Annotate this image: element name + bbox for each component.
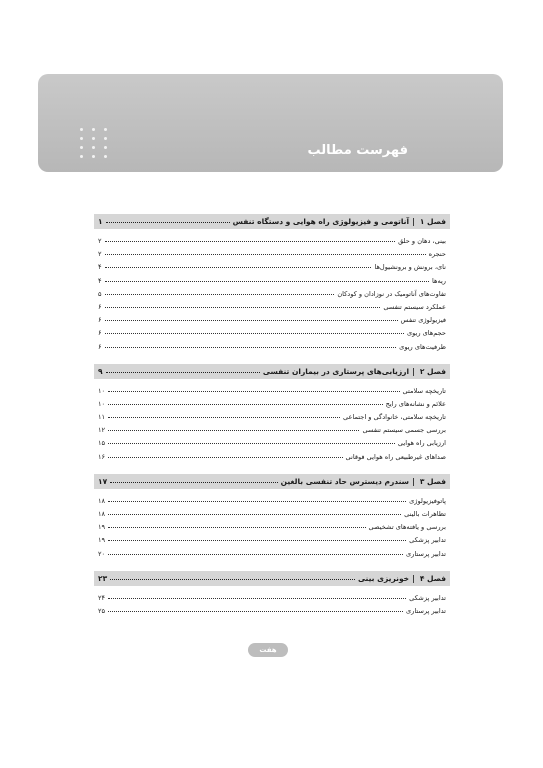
toc-entry[interactable] xyxy=(94,263,450,276)
dot-leader xyxy=(105,307,381,308)
chapter-title: آناتومی و فیزیولوژی راه هوایی و دستگاه تنفس xyxy=(232,217,410,226)
chapter-section xyxy=(94,571,450,620)
entry-page-number: ۱۵ xyxy=(98,439,106,448)
entry-page-number: ۱۱ xyxy=(98,413,106,422)
entry-page-number: ۶ xyxy=(98,302,102,311)
chapter-separator: | xyxy=(412,573,415,583)
entry-title: تاریخچه سلامتی xyxy=(402,386,446,395)
toc-entry[interactable] xyxy=(94,237,450,250)
toc-entry[interactable] xyxy=(94,387,450,400)
toc-entry[interactable] xyxy=(94,497,450,510)
toc-entry[interactable] xyxy=(94,316,450,329)
entry-page-number: ۵ xyxy=(98,289,102,298)
chapter-page-number: ۱۷ xyxy=(98,476,108,486)
chapter-separator: | xyxy=(412,476,415,486)
entry-page-number: ۱۹ xyxy=(98,536,106,545)
entry-title: تاریخچه سلامتی، خانوادگی و اجتماعی xyxy=(343,413,446,422)
toc-entry[interactable] xyxy=(94,550,450,563)
dot-leader xyxy=(108,514,401,515)
entry-list xyxy=(94,497,450,563)
page-number-badge: هفت xyxy=(248,643,288,657)
entry-page-number: ۱۸ xyxy=(98,496,106,505)
toc-entry[interactable] xyxy=(94,536,450,549)
entry-title: عملکرد سیستم تنفسی xyxy=(383,302,446,311)
entry-title: نای، برونش و برونشیول‌ها xyxy=(374,263,446,272)
entry-title: پاتوفیزیولوژی xyxy=(409,496,446,505)
entry-title: ریه‌ها xyxy=(431,276,446,285)
entry-title: بینی، دهان و حلق xyxy=(398,237,446,245)
dot-leader xyxy=(108,391,399,392)
entry-title: فیزیولوژی تنفس xyxy=(400,316,446,325)
entry-title: بررسی و یافته‌های تشخیصی xyxy=(368,523,446,532)
entry-title: ظرفیت‌های ریوی xyxy=(399,342,446,351)
chapter-section xyxy=(94,474,450,563)
dot-leader xyxy=(108,417,340,418)
chapter-heading[interactable] xyxy=(94,474,450,489)
dot-leader xyxy=(108,430,359,431)
entry-title: حنجره xyxy=(428,250,446,259)
dot-leader xyxy=(108,404,382,405)
entry-title: بررسی جسمی سیستم تنفسی xyxy=(362,426,446,435)
dot-leader xyxy=(108,611,403,612)
entry-page-number: ۱۲ xyxy=(98,426,106,435)
toc-entry[interactable] xyxy=(94,343,450,356)
chapter-page-number: ۲۳ xyxy=(98,573,108,583)
dot-leader xyxy=(108,457,342,458)
chapter-number: فصل ۳ xyxy=(419,476,446,486)
toc-entry[interactable] xyxy=(94,290,450,303)
chapter-title: ارزیابی‌های پرستاری در بیماران تنفسی xyxy=(262,366,410,376)
entry-title: تظاهرات بالینی xyxy=(404,510,446,518)
entry-page-number: ۱۶ xyxy=(98,452,106,461)
entry-page-number: ۶ xyxy=(98,342,102,351)
entry-page-number: ۲ xyxy=(98,250,102,259)
entry-title: تدابیر پزشکی xyxy=(409,536,446,545)
dot-leader xyxy=(108,554,403,555)
dot-leader xyxy=(108,501,406,502)
chapter-title: سندرم دیسترس حاد تنفسی بالغین xyxy=(280,476,410,486)
toc-entry[interactable] xyxy=(94,594,450,607)
entry-page-number: ۱۰ xyxy=(98,386,106,395)
entry-list xyxy=(94,387,450,466)
entry-title: علائم و نشانه‌های رایج xyxy=(385,399,446,408)
entry-page-number: ۶ xyxy=(98,316,102,325)
toc-entry[interactable] xyxy=(94,439,450,452)
entry-title: تفاوت‌های آناتومیک در نوزادان و کودکان xyxy=(337,289,446,298)
entry-list xyxy=(94,237,450,356)
chapter-heading[interactable] xyxy=(94,214,450,229)
dot-leader xyxy=(105,267,372,268)
chapter-number: فصل ۴ xyxy=(419,573,446,583)
dot-leader xyxy=(110,474,277,483)
entry-list xyxy=(94,594,450,620)
entry-page-number: ۱۹ xyxy=(98,523,106,532)
entry-page-number: ۲۰ xyxy=(98,549,106,558)
dot-leader xyxy=(105,281,429,282)
chapter-section xyxy=(94,214,450,356)
dot-grid-decoration xyxy=(80,128,108,158)
toc-entry[interactable] xyxy=(94,413,450,426)
dot-leader xyxy=(105,320,398,321)
toc-entry[interactable] xyxy=(94,426,450,439)
page-title: فهرست مطالب xyxy=(307,143,408,158)
toc-entry[interactable] xyxy=(94,453,450,466)
toc-entry[interactable] xyxy=(94,277,450,290)
entry-page-number: ۲۴ xyxy=(98,593,106,602)
chapter-number: فصل ۱ xyxy=(419,217,446,226)
toc-entry[interactable] xyxy=(94,250,450,263)
chapter-page-number: ۱ xyxy=(98,217,103,226)
dot-leader xyxy=(110,571,355,580)
dot-leader xyxy=(105,294,335,295)
entry-title: تدابیر پزشکی xyxy=(409,593,446,602)
chapter-separator: | xyxy=(412,366,415,376)
toc-entry[interactable] xyxy=(94,607,450,620)
entry-page-number: ۱۰ xyxy=(98,399,106,408)
entry-title: ارزیابی راه هوایی xyxy=(397,439,446,448)
chapter-heading[interactable] xyxy=(94,571,450,586)
dot-leader xyxy=(108,443,395,444)
dot-leader xyxy=(108,527,365,528)
dot-leader xyxy=(105,254,426,255)
chapter-heading[interactable] xyxy=(94,364,450,379)
chapter-number: فصل ۲ xyxy=(419,366,446,376)
dot-leader xyxy=(108,540,406,541)
chapter-separator: | xyxy=(412,217,415,226)
entry-page-number: ۱۸ xyxy=(98,510,106,518)
entry-page-number: ۲۵ xyxy=(98,606,106,615)
toc-entry[interactable] xyxy=(94,303,450,316)
dot-leader xyxy=(106,364,260,373)
dot-leader xyxy=(106,214,230,223)
entry-page-number: ۶ xyxy=(98,329,102,338)
toc-entry[interactable] xyxy=(94,523,450,536)
entry-title: تدابیر پرستاری xyxy=(405,606,446,615)
dot-leader xyxy=(105,347,397,348)
toc-entry[interactable] xyxy=(94,400,450,413)
entry-title: تدابیر پرستاری xyxy=(405,549,446,558)
table-of-contents xyxy=(94,214,450,628)
entry-page-number: ۴ xyxy=(98,263,102,272)
dot-leader xyxy=(105,333,404,334)
chapter-page-number: ۹ xyxy=(98,366,103,376)
entry-page-number: ۴ xyxy=(98,276,102,285)
dot-leader xyxy=(108,598,406,599)
toc-entry[interactable] xyxy=(94,329,450,342)
entry-title: حجم‌های ریوی xyxy=(406,329,446,338)
chapter-section xyxy=(94,364,450,466)
entry-page-number: ۲ xyxy=(98,237,102,245)
dot-leader xyxy=(105,241,396,242)
toc-entry[interactable] xyxy=(94,510,450,523)
chapter-title: خونریزی بینی xyxy=(357,573,410,583)
entry-title: صداهای غیرطبیعی راه هوایی فوقانی xyxy=(345,452,446,461)
